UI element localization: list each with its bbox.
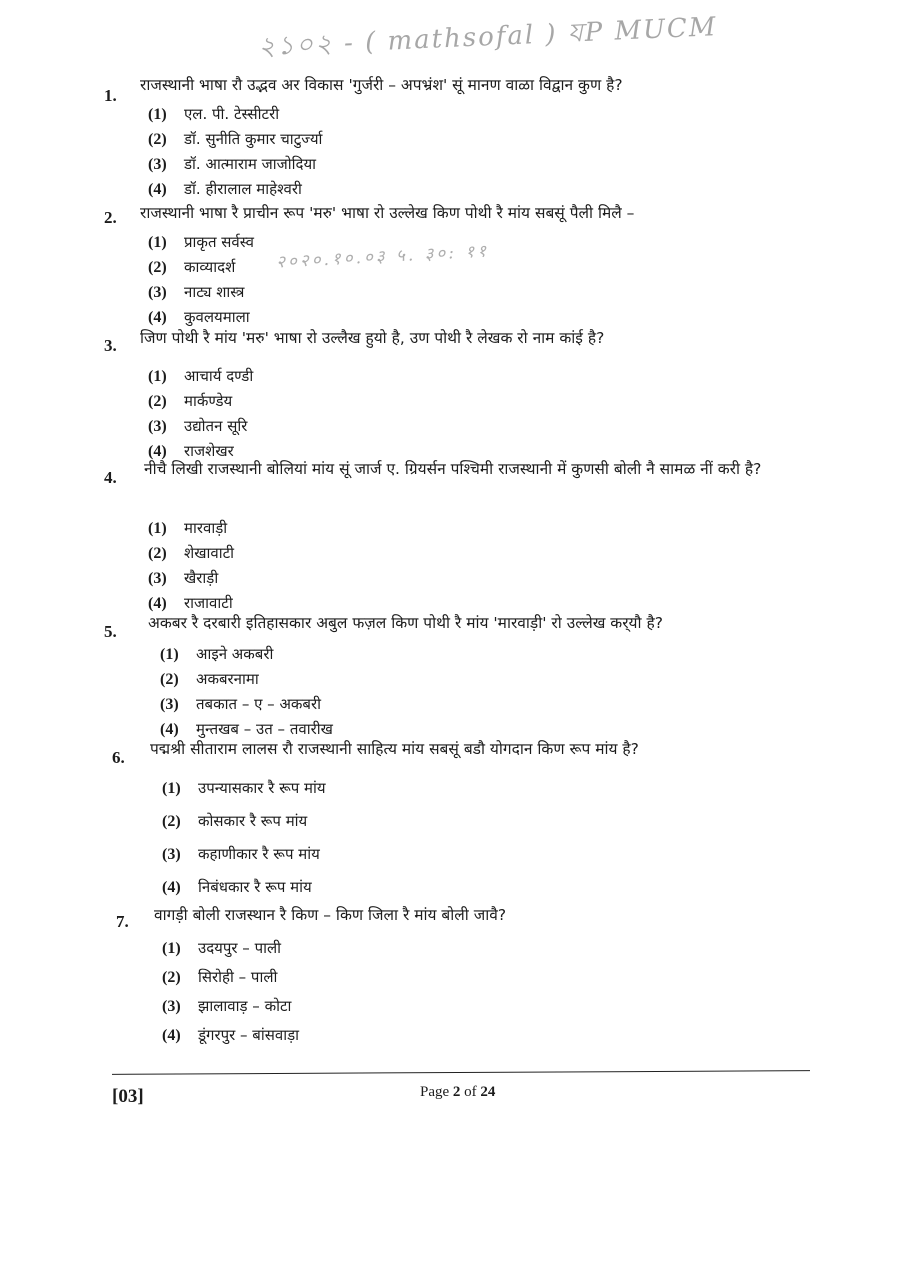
option <box>148 257 235 277</box>
option-number: (2) <box>148 393 167 410</box>
page-current: 2 <box>452 1084 461 1100</box>
option-text: कोसकार रै रूप मांय <box>198 812 308 830</box>
option-text: उदयपुर – पाली <box>198 939 282 957</box>
question-number: 7. <box>116 912 129 931</box>
option-text: राजावाटी <box>184 594 233 612</box>
option <box>162 996 291 1016</box>
option <box>148 568 218 588</box>
option-text: आइने अकबरी <box>196 645 274 663</box>
option-text: राजशेखर <box>184 442 234 460</box>
option-number: (4) <box>162 879 181 896</box>
option-number: (2) <box>148 545 167 562</box>
option-text: डॉ. हीरालाल माहेश्वरी <box>184 180 302 198</box>
option <box>148 179 302 199</box>
option <box>160 694 321 714</box>
option-text: मार्कण्डेय <box>184 392 233 410</box>
option-number: (2) <box>162 813 181 830</box>
option <box>162 967 277 987</box>
option-text: कहाणीकार रै रूप मांय <box>198 845 320 863</box>
option-number: (1) <box>160 646 179 663</box>
option-text: कुवलयमाला <box>184 308 250 326</box>
option <box>148 391 232 411</box>
option-text: प्राकृत सर्वस्व <box>184 233 254 251</box>
option-number: (1) <box>148 234 167 251</box>
option-text: काव्यादर्श <box>184 258 236 276</box>
option-number: (2) <box>148 131 167 148</box>
option-number: (2) <box>160 671 179 688</box>
question-number: 2. <box>104 208 117 227</box>
question-number: 5. <box>104 622 117 641</box>
option-text: आचार्य दण्डी <box>184 367 254 385</box>
option-number: (2) <box>148 259 167 276</box>
option <box>148 518 227 538</box>
question-text: राजस्थानी भाषा रौ उद्भव अर विकास 'गुर्जरी – अपभ्रंश' सूं मानण वाळा विद्वान कुण है? <box>140 76 623 94</box>
option <box>148 307 250 327</box>
option-text: एल. पी. टेस्सीटरी <box>184 105 280 123</box>
option-number: (3) <box>148 156 167 173</box>
option-text: डॉ. आत्माराम जाजोदिया <box>184 155 317 173</box>
option <box>148 543 234 563</box>
page-indicator <box>420 1084 495 1101</box>
option <box>162 938 281 958</box>
option-number: (4) <box>162 1027 181 1044</box>
option <box>148 104 279 124</box>
option <box>160 669 259 689</box>
option <box>148 232 254 252</box>
option-text: निबंधकार रै रूप मांय <box>198 878 312 896</box>
question-number: 3. <box>104 336 117 355</box>
option <box>162 778 326 798</box>
option <box>162 1025 299 1045</box>
question-number: 1. <box>104 86 117 105</box>
handwritten-scribble: २०२०.१०.०३ ५. ३०: ११ <box>275 241 490 273</box>
option <box>148 154 316 174</box>
option-number: (4) <box>148 443 167 460</box>
option-number: (1) <box>162 940 181 957</box>
option <box>162 877 312 897</box>
option <box>148 366 253 386</box>
option-number: (3) <box>162 846 181 863</box>
handwritten-header-note: ২১০২ - ( mathsofal ) যP MUCM <box>257 12 719 63</box>
option-text: डूंगरपुर – बांसवाड़ा <box>198 1026 300 1044</box>
question-text: नीचै लिखी राजस्थानी बोलियां मांय सूं जार्ज ए. ग्रियर्सन पश्चिमी राजस्थानी में कुणसी बोली नै सामळ नीं करी है? <box>144 460 762 478</box>
option-number: (3) <box>148 418 167 435</box>
option <box>162 811 307 831</box>
option-number: (1) <box>148 106 167 123</box>
page-prefix: Page <box>420 1084 450 1100</box>
booklet-code: [03] <box>112 1086 144 1107</box>
footer-divider <box>112 1070 810 1075</box>
option-number: (4) <box>160 721 179 738</box>
option-number: (1) <box>148 368 167 385</box>
option-number: (1) <box>162 780 181 797</box>
option <box>148 129 322 149</box>
page-of: of <box>464 1084 477 1100</box>
option-text: खैराड़ी <box>184 569 219 587</box>
option-number: (3) <box>148 570 167 587</box>
option-number: (3) <box>148 284 167 301</box>
question-text: अकबर रै दरबारी इतिहासकार अबुल फज़ल किण पोथी रै मांय 'मारवाड़ी' रो उल्लेख कर्‌यौ है? <box>148 614 663 632</box>
option-text: उपन्यासकार रै रूप मांय <box>198 779 326 797</box>
question-text: वागड़ी बोली राजस्थान रै किण – किण जिला रै मांय बोली जावै? <box>154 906 507 924</box>
option <box>148 282 244 302</box>
question-number: 6. <box>112 748 125 767</box>
question-text: राजस्थानी भाषा रै प्राचीन रूप 'मरु' भाषा रो उल्लेख किण पोथी रै मांय सबसूं पैली मिलै – <box>140 204 635 222</box>
option-number: (4) <box>148 309 167 326</box>
option-text: तबकात – ए – अकबरी <box>196 695 322 713</box>
question-number: 4. <box>104 468 117 487</box>
option-text: नाट्य शास्त्र <box>184 283 245 301</box>
option <box>148 416 247 436</box>
option-number: (2) <box>162 969 181 986</box>
option-number: (4) <box>148 181 167 198</box>
page-total: 24 <box>480 1084 496 1100</box>
option-text: सिरोही – पाली <box>198 968 278 986</box>
question-text: पद्मश्री सीताराम लालस रौ राजस्थानी साहित्य मांय सबसूं बडौ योगदान किण रूप मांय है? <box>150 740 639 758</box>
option <box>160 644 273 664</box>
option-text: उद्योतन सूरि <box>184 417 248 435</box>
option-text: मुन्तखब – उत – तवारीख <box>196 720 333 738</box>
option-number: (1) <box>148 520 167 537</box>
option <box>162 844 320 864</box>
option-number: (3) <box>162 998 181 1015</box>
option-number: (4) <box>148 595 167 612</box>
option-text: अकबरनामा <box>196 670 259 688</box>
option-number: (3) <box>160 696 179 713</box>
option-text: झालावाड़ – कोटा <box>198 997 292 1015</box>
option-text: डॉ. सुनीति कुमार चाटुर्ज्या <box>184 130 323 148</box>
option-text: मारवाड़ी <box>184 519 228 537</box>
option-text: शेखावाटी <box>184 544 235 562</box>
question-text: जिण पोथी रै मांय 'मरु' भाषा रो उल्लैख हुयो है, उण पोथी रै लेखक रो नाम कांई है? <box>140 329 605 347</box>
